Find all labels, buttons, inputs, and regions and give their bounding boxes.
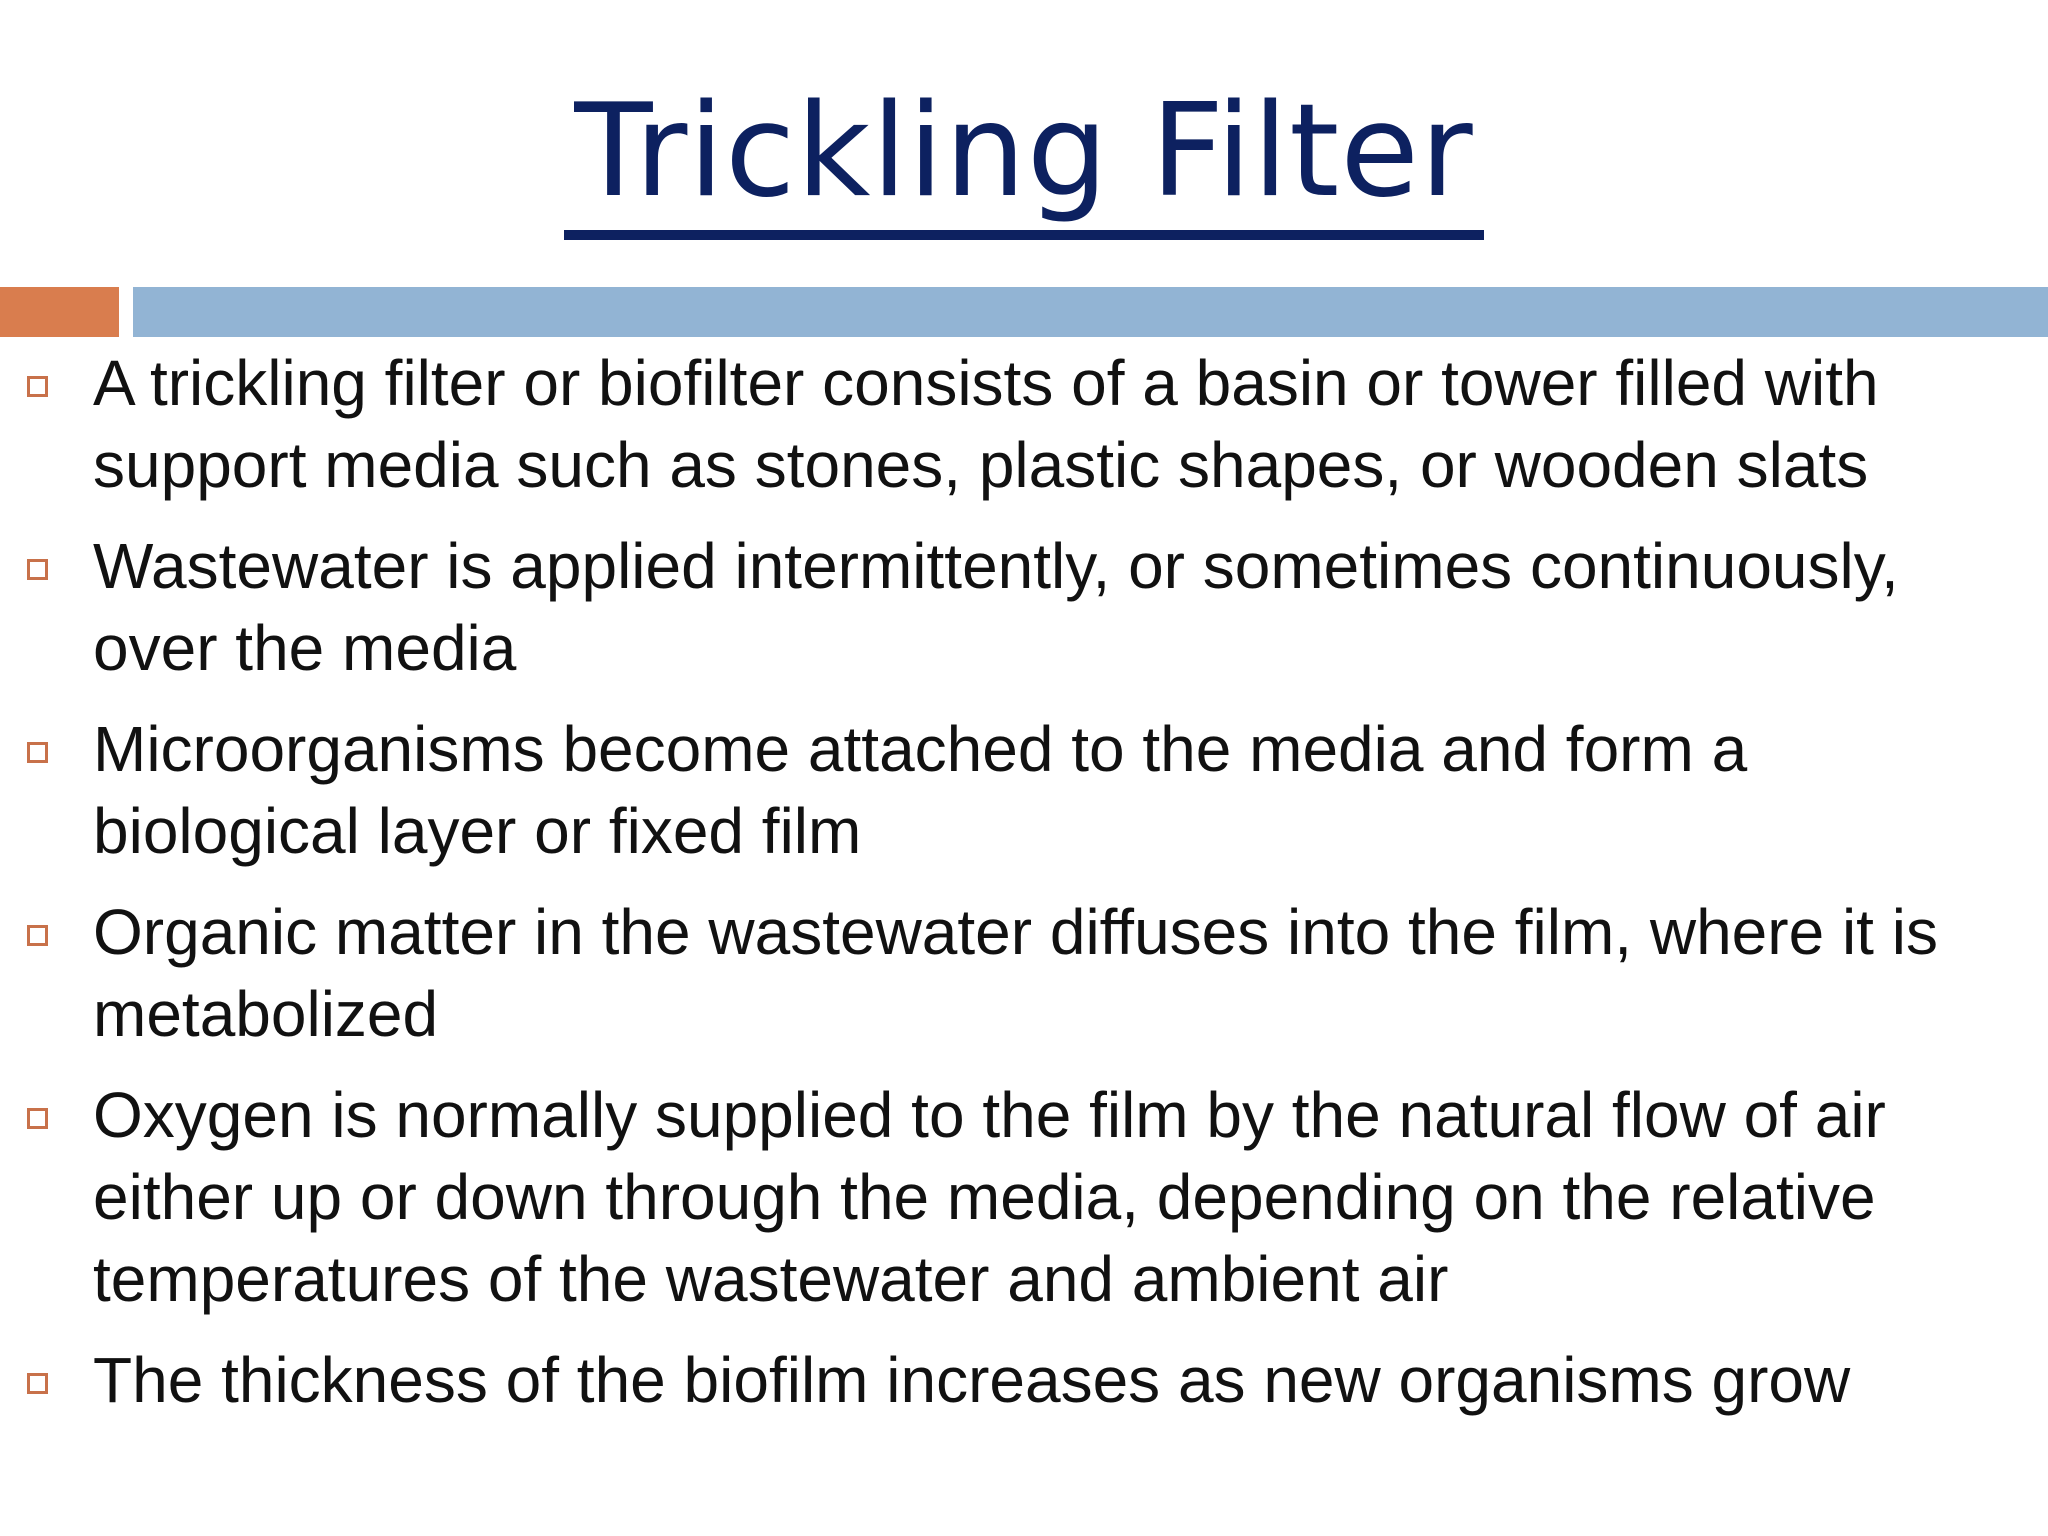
slide-title: Trickling Filter (564, 88, 1483, 240)
bullet-text: A trickling filter or biofilter consists of a basin or tower filled with support media such as stones, plastic shapes, or wooden slats (93, 347, 1879, 501)
hollow-square-bullet-icon (27, 1373, 48, 1394)
bullet-item (0, 708, 2048, 872)
bullet-item (0, 342, 2048, 506)
accent-bar (0, 287, 119, 337)
bullet-list (0, 342, 2048, 1440)
bullet-text: Organic matter in the wastewater diffuses into the film, where it is metabolized (93, 896, 1938, 1050)
bullet-item (0, 891, 2048, 1055)
bullet-text: Wastewater is applied intermittently, or sometimes continuously, over the media (93, 530, 1899, 684)
bullet-text: Microorganisms become attached to the media and form a biological layer or fixed film (93, 713, 1748, 867)
hollow-square-bullet-icon (27, 925, 48, 946)
hollow-square-bullet-icon (27, 376, 48, 397)
bullet-text: Oxygen is normally supplied to the film by the natural flow of air either up or down through the media, depending on the relative temperatures of the wastewater and ambient air (93, 1079, 1886, 1315)
bullet-item (0, 525, 2048, 689)
title-container (0, 77, 2048, 240)
bullet-item (0, 1339, 2048, 1421)
hollow-square-bullet-icon (27, 742, 48, 763)
header-divider-bar (133, 287, 2048, 337)
bullet-item (0, 1074, 2048, 1320)
hollow-square-bullet-icon (27, 559, 48, 580)
bullet-text: The thickness of the biofilm increases as new organisms grow (93, 1344, 1851, 1416)
hollow-square-bullet-icon (27, 1108, 48, 1129)
